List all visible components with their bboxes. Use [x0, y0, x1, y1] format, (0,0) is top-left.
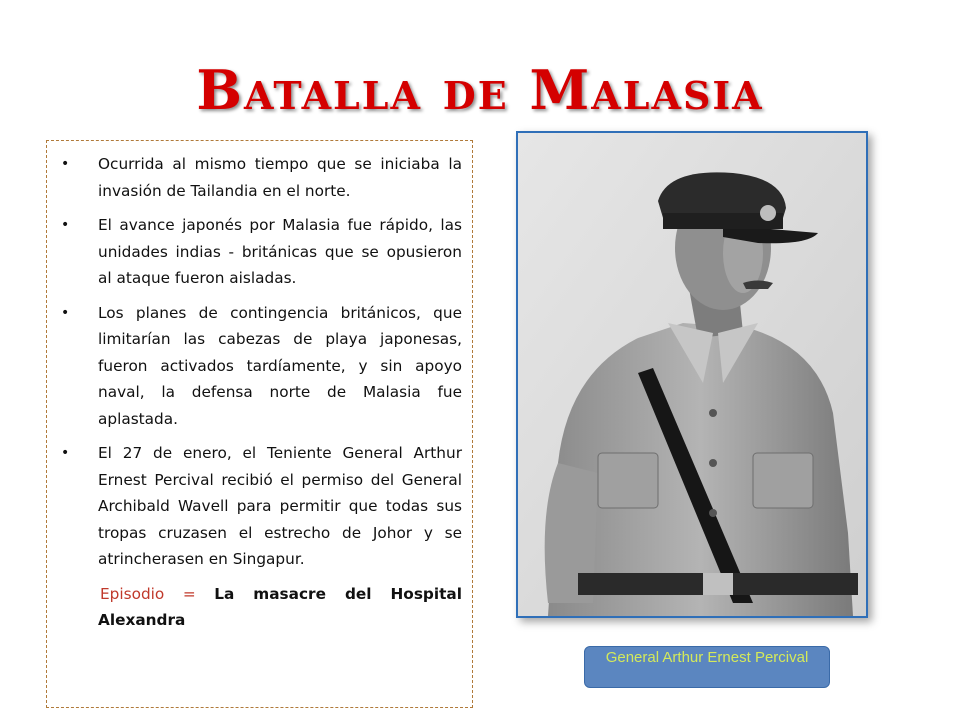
- portrait-photo: [516, 131, 868, 618]
- bullet-text: Los planes de contingencia británicos, que limitarían las cabezas de playa japonesas, fueron activados tardíamente, y sin apoyo naval, la defensa norte de Malasia fue aplastada.: [98, 303, 462, 428]
- bullet-text: Ocurrida al mismo tiempo que se iniciaba la invasión de Tailandia en el norte.: [98, 155, 462, 200]
- bullet-item: [61, 300, 462, 433]
- episode-line: [61, 581, 462, 633]
- bullet-icon: •: [61, 156, 70, 172]
- bullet-item: [61, 440, 462, 573]
- bullet-icon: •: [61, 217, 70, 233]
- content-text-box: [46, 140, 473, 708]
- photo-caption: General Arthur Ernest Percival: [584, 646, 830, 688]
- episode-equals: =: [182, 584, 196, 603]
- bullet-item: [61, 151, 462, 204]
- bullet-icon: •: [61, 304, 70, 321]
- bullet-list: [61, 151, 462, 573]
- episode-label: Episodio: [100, 584, 165, 603]
- bullet-text: El 27 de enero, el Teniente General Arthur Ernest Percival recibió el permiso del General Archibald Wavell para permitir que todas sus tropas cruzasen el estrecho de Johor y se atrincherasen en Singapur.: [98, 444, 462, 568]
- portrait-image: [518, 133, 866, 616]
- bullet-text: El avance japonés por Malasia fue rápido, las unidades indias - británicas que se opusieron al ataque fueron aisladas.: [98, 216, 462, 287]
- bullet-icon: •: [61, 445, 70, 461]
- bullet-item: [61, 212, 462, 292]
- slide-title: Batalla de Malasia: [196, 58, 764, 122]
- episode-value[interactable]: La masacre del Hospital Alexandra: [98, 584, 462, 629]
